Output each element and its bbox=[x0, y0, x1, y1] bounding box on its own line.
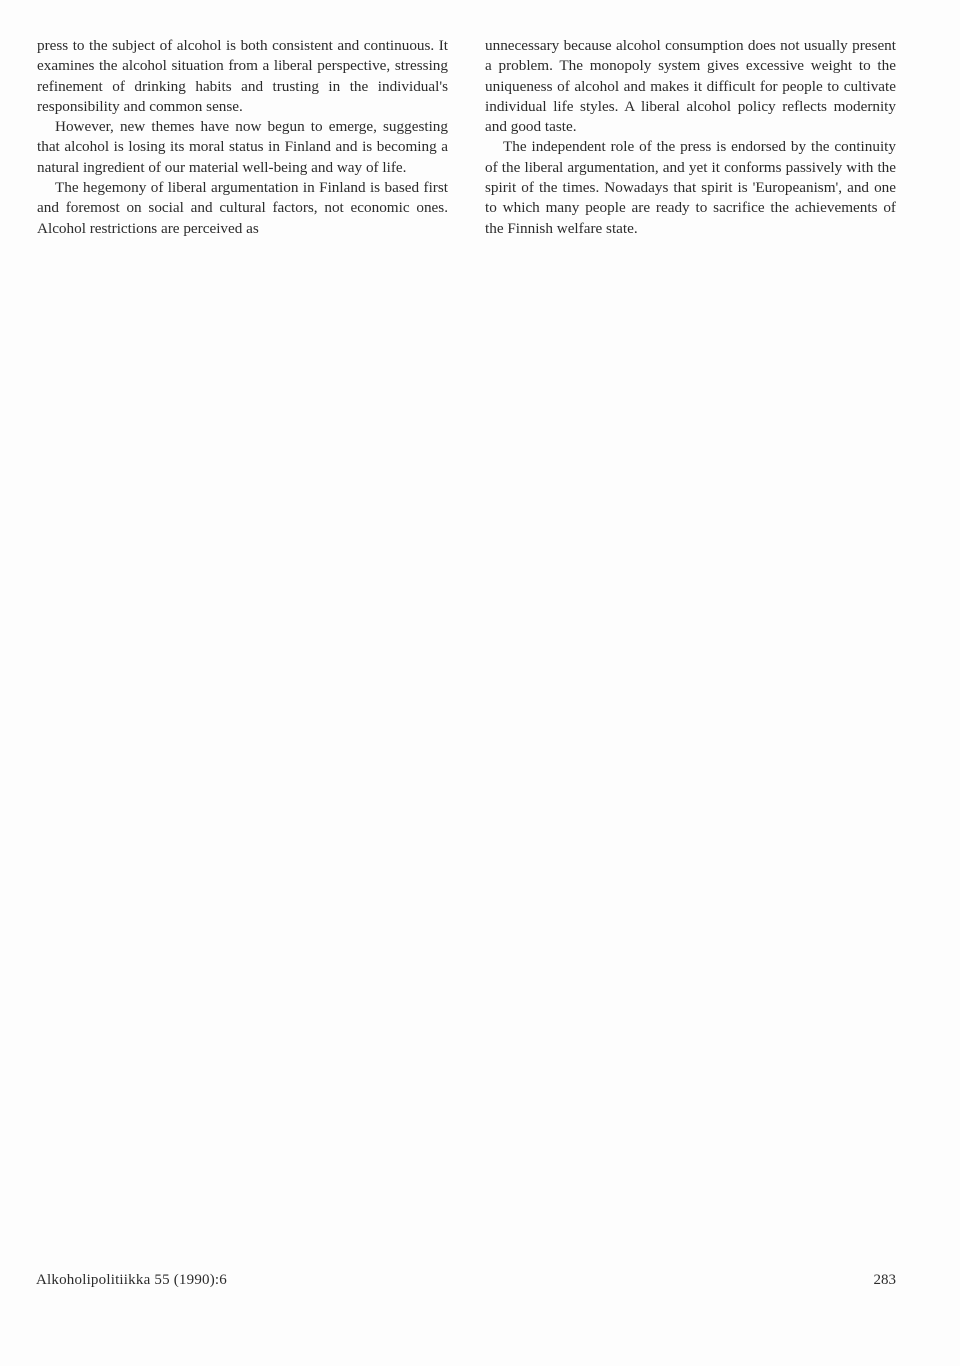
paragraph-continued: press to the subject of alcohol is both consistent and continuous. It examines the alcohol situation from a liberal perspective, stressing refinement of drinking habits and trusting in the individual's responsibility and common sense. bbox=[37, 37, 448, 115]
left-text-column bbox=[37, 36, 448, 239]
journal-reference: Alkoholipolitiikka 55 (1990):6 bbox=[36, 1272, 227, 1288]
paragraph-independent-role: The independent role of the press is endorsed by the continuity of the liberal argumentation, and yet it conforms passively with the spirit of the times. Nowadays that spirit is 'Europeanism', and one to which many people are ready to sacrifice the achievements of the Finnish welfare state. bbox=[485, 138, 896, 237]
paragraph-hegemony: The hegemony of liberal argumentation in Finland is based first and foremost on social and cultural factors, not economic ones. Alcohol restrictions are perceived as bbox=[37, 179, 448, 237]
paragraph-new-themes: However, new themes have now begun to emerge, suggesting that alcohol is losing its moral status in Finland and is becoming a natural ingredient of our material well-being and way of life. bbox=[37, 118, 448, 176]
page-footer bbox=[36, 1270, 896, 1290]
right-text-column bbox=[485, 36, 896, 239]
paragraph-continuation: unnecessary because alcohol consumption does not usually present a problem. The monopoly system gives excessive weight to the uniqueness of alcohol and makes it difficult for people to cultivate individual life styles. A liberal alcohol policy reflects modernity and good taste. bbox=[485, 37, 896, 136]
page-number: 283 bbox=[873, 1272, 896, 1288]
